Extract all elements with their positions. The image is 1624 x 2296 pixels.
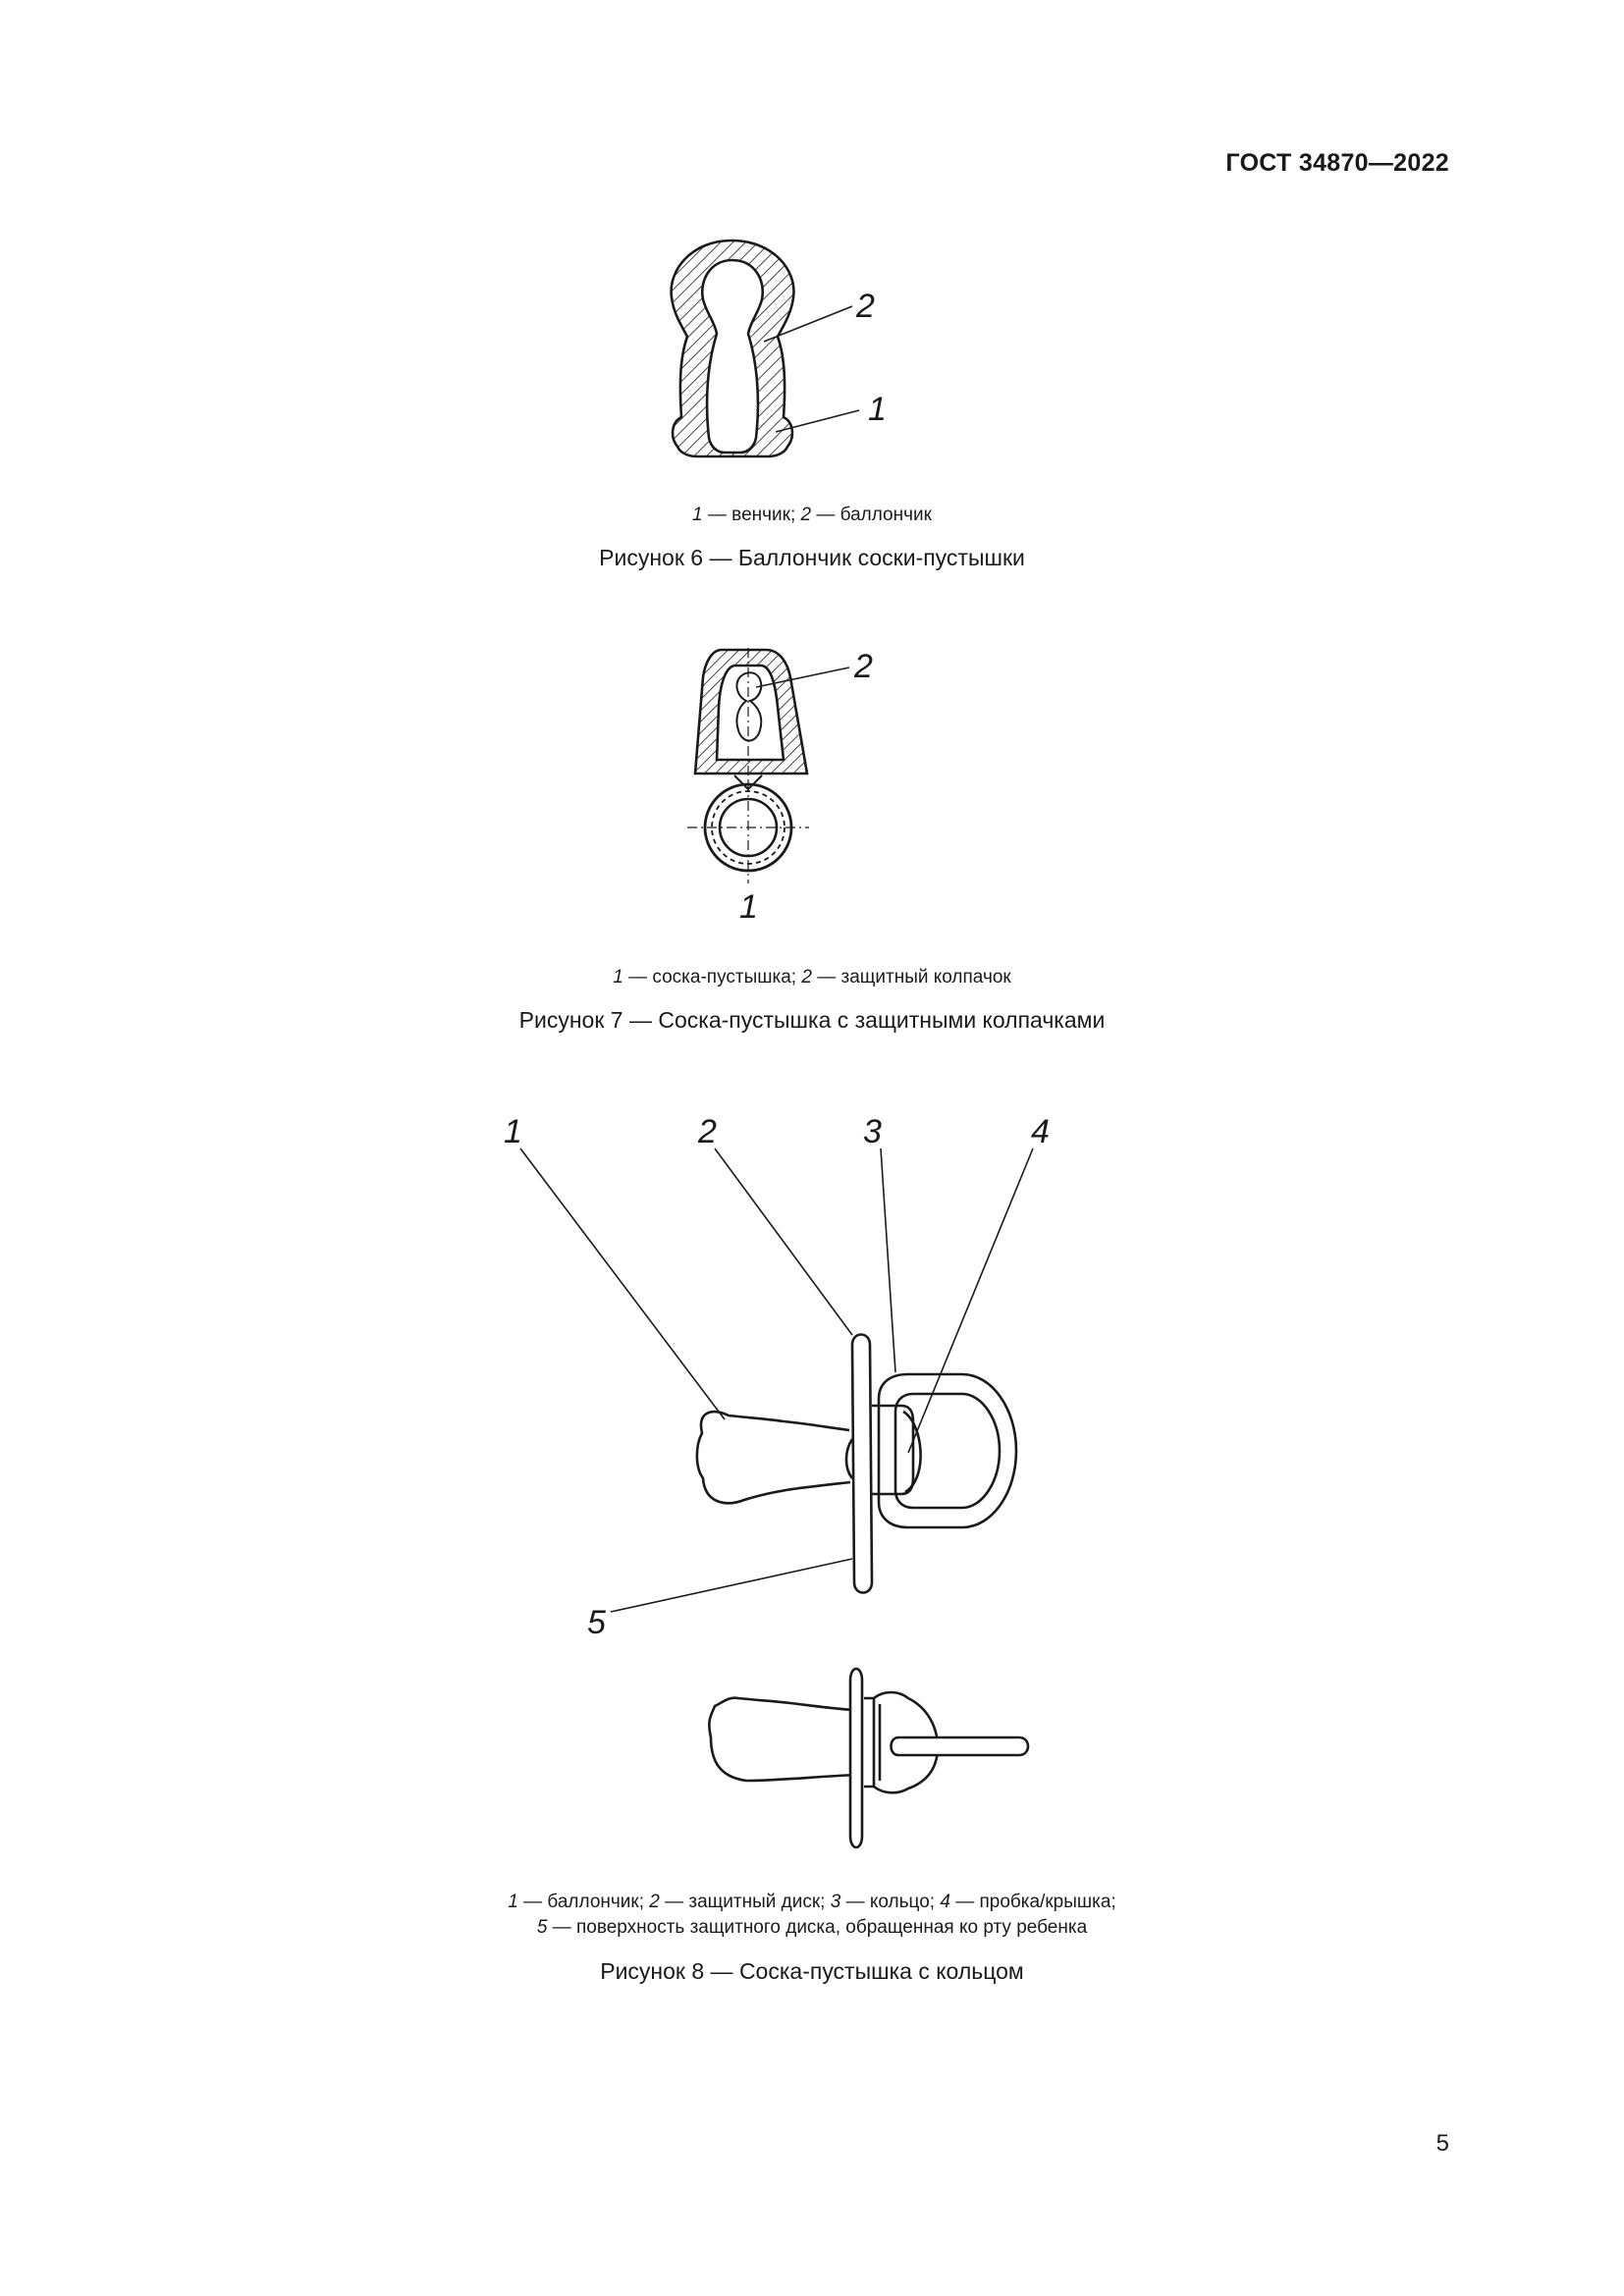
figure-8-label-3: 3	[863, 1113, 882, 1150]
figure-8-label-5: 5	[587, 1604, 606, 1641]
nipple-bulb-section	[672, 240, 794, 456]
legend-text: — защитный колпачок	[811, 967, 1011, 988]
legend-number: 2	[800, 505, 812, 525]
figure-6-label-2: 2	[856, 288, 875, 325]
figure-7-label-1: 1	[739, 888, 758, 923]
legend-text: — соска-пустышка;	[623, 967, 802, 988]
legend-text: — венчик;	[702, 505, 801, 525]
legend-number: 1	[613, 967, 623, 988]
legend-text: — поверхность защитного диска, обращенная ко рту ребенка	[547, 1917, 1088, 1938]
figure-8-leader-lines	[520, 1148, 1033, 1612]
legend-text: — защитный диск;	[659, 1892, 831, 1912]
figure-6-label-1: 1	[868, 391, 887, 428]
legend-number: 5	[536, 1917, 548, 1938]
figure-8-drawing	[481, 1099, 1070, 1865]
legend-text: — баллончик;	[517, 1892, 650, 1912]
figure-6-caption: Рисунок 6 — Баллончик соски-пустышки	[599, 545, 1025, 570]
figure-6-legend	[0, 503, 1624, 528]
legend-number: 4	[940, 1892, 950, 1912]
figure-7-caption: Рисунок 7 — Соска-пустышка с защитными колпачками	[518, 1007, 1106, 1033]
protective-cap	[695, 648, 807, 785]
pacifier-top-view	[697, 1335, 1016, 1593]
pacifier-side-view	[709, 1669, 1028, 1847]
figure-8-label-4: 4	[1031, 1113, 1050, 1150]
legend-text: — баллончик	[811, 505, 932, 525]
standard-code: ГОСТ 34870—2022	[1225, 149, 1449, 177]
figure-6-drawing	[648, 221, 923, 466]
legend-number: 1	[692, 505, 703, 525]
pacifier-ring-view	[687, 775, 809, 883]
figure-7-legend	[0, 965, 1624, 990]
legend-number: 2	[801, 967, 812, 988]
legend-number: 1	[508, 1892, 518, 1912]
legend-number: 3	[830, 1892, 841, 1912]
figure-7-drawing	[677, 628, 933, 923]
legend-number: 2	[649, 1892, 660, 1912]
legend-text: — кольцо;	[840, 1892, 941, 1912]
figure-8-legend-line-1	[0, 1890, 1624, 1915]
figure-8-legend-line-2	[0, 1915, 1624, 1941]
figure-7-label-2: 2	[854, 648, 873, 685]
figure-8-caption: Рисунок 8 — Соска-пустышка с кольцом	[600, 1958, 1024, 1984]
legend-text: — пробка/крышка;	[949, 1892, 1116, 1912]
figure-8-label-1: 1	[504, 1113, 522, 1150]
figure-8-label-2: 2	[698, 1113, 717, 1150]
page-number: 5	[1435, 2130, 1449, 2157]
